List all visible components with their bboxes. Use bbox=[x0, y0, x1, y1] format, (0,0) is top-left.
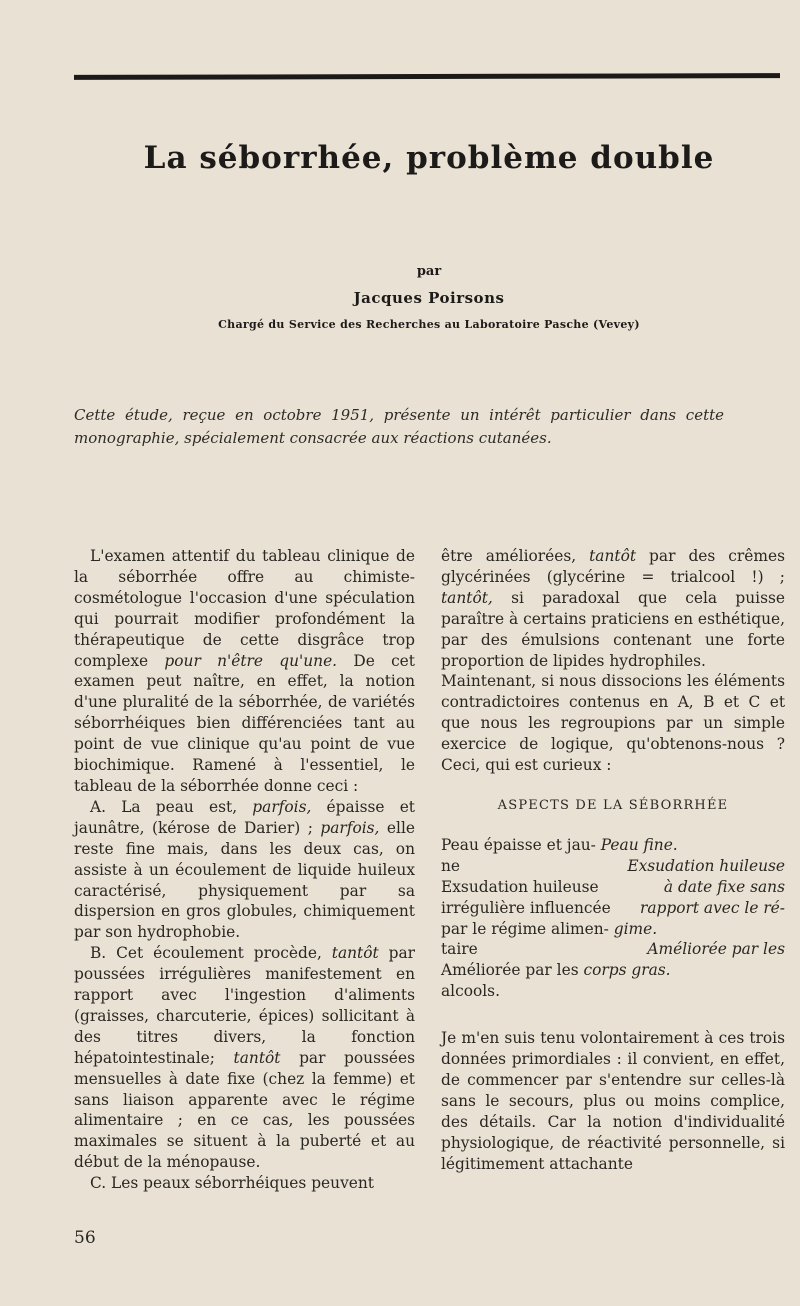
table-row: Améliorée par les corps gras. bbox=[441, 961, 671, 980]
paragraph: Je m'en suis tenu volontairement à ces trois données primordiales : il convient, en effet, de commencer par s'entendre sur celles-là sans le secours, plus ou moins complice, des détails. Car la notion d'individualité physiologique, de réactivité personnelle, si légitimement attachante bbox=[441, 1029, 785, 1173]
author-name: Jacques Poirsons bbox=[353, 289, 505, 307]
aspects-table bbox=[441, 835, 785, 1002]
table-row: Peau épaisse et jau- Peau fine. bbox=[441, 835, 678, 854]
byline-par: par bbox=[416, 264, 442, 279]
paragraph-b: B. Cet écoulement procède, tantôt par poussées irrégulières manifestement en rapport avec l'ingestion d'aliments (graisses, charcuterie, épices) sollicitant à des titres divers, la fonction hépatointestinale; tantôt par poussées mensuelles à date fixe (chez la femme) et sans liaison apparente avec le régime alimentaire ; en ce cas, les poussées maximales se situent à la puberté et au début de la ménopause. bbox=[74, 944, 415, 1172]
table-row: taire Améliorée par les bbox=[441, 940, 785, 959]
section-heading: ASPECTS DE LA SÉBORRHÉE bbox=[497, 797, 729, 813]
left-column bbox=[74, 546, 415, 1194]
right-column bbox=[441, 546, 785, 1174]
author-affiliation: Chargé du Service des Recherches au Laboratoire Pasche (Vevey) bbox=[218, 318, 640, 331]
table-row: irrégulière influencée rapport avec le ré- bbox=[441, 898, 785, 917]
article-title: La séborrhée, problème double bbox=[143, 140, 715, 176]
paragraph-c: C. Les peaux séborrhéiques peuvent bbox=[90, 1174, 374, 1193]
table-row: alcools. bbox=[441, 982, 500, 1001]
header-rule bbox=[74, 73, 780, 80]
intro-note: Cette étude, reçue en octobre 1951, présente un intérêt particulier dans cette monographie, spécialement consacrée aux réactions cutanées. bbox=[74, 406, 724, 447]
paragraph: L'examen attentif du tableau clinique de la séborrhée offre au chimiste-cosmétologue l'occasion d'une spéculation qui pourrait modifier profondément la thérapeutique de cette disgrâce trop complexe pour n'être qu'une. De cet examen peut naître, en effet, la notion d'une pluralité de la séborrhée, de variétés séborrhéiques bien différenciées tant au point de vue clinique qu'au point de vue biochimique. Ramené à l'essentiel, le tableau de la séborrhée donne ceci : bbox=[74, 547, 415, 795]
page-number: 56 bbox=[74, 1228, 96, 1248]
table-row: par le régime alimen- gime. bbox=[441, 919, 658, 938]
paragraph: Maintenant, si nous dissocions les éléments contradictoires contenus en A, B et C et que nous les regroupions par un simple exercice de logique, qu'obtenons-nous ? Ceci, qui est curieux : bbox=[441, 672, 785, 775]
paragraph-a: A. La peau est, parfois, épaisse et jaunâtre, (kérose de Darier) ; parfois, elle reste fine mais, dans les deux cas, on assiste à un écoulement de liquide huileux caractérisé, physiquement par sa dispersion en gros globules, chimiquement par son hydrophobie. bbox=[74, 797, 415, 942]
paragraph: être améliorées, tantôt par des crêmes glycérinées (glycérine = trialcool !) ; tantôt, si paradoxal que cela puisse paraître à certains praticiens en esthétique, par des émulsions contenant une forte proportion de lipides hydrophiles. bbox=[441, 547, 786, 670]
table-row: ne Exsudation huileuse bbox=[441, 856, 785, 875]
table-row: Exsudation huileuse à date fixe sans bbox=[441, 877, 785, 896]
